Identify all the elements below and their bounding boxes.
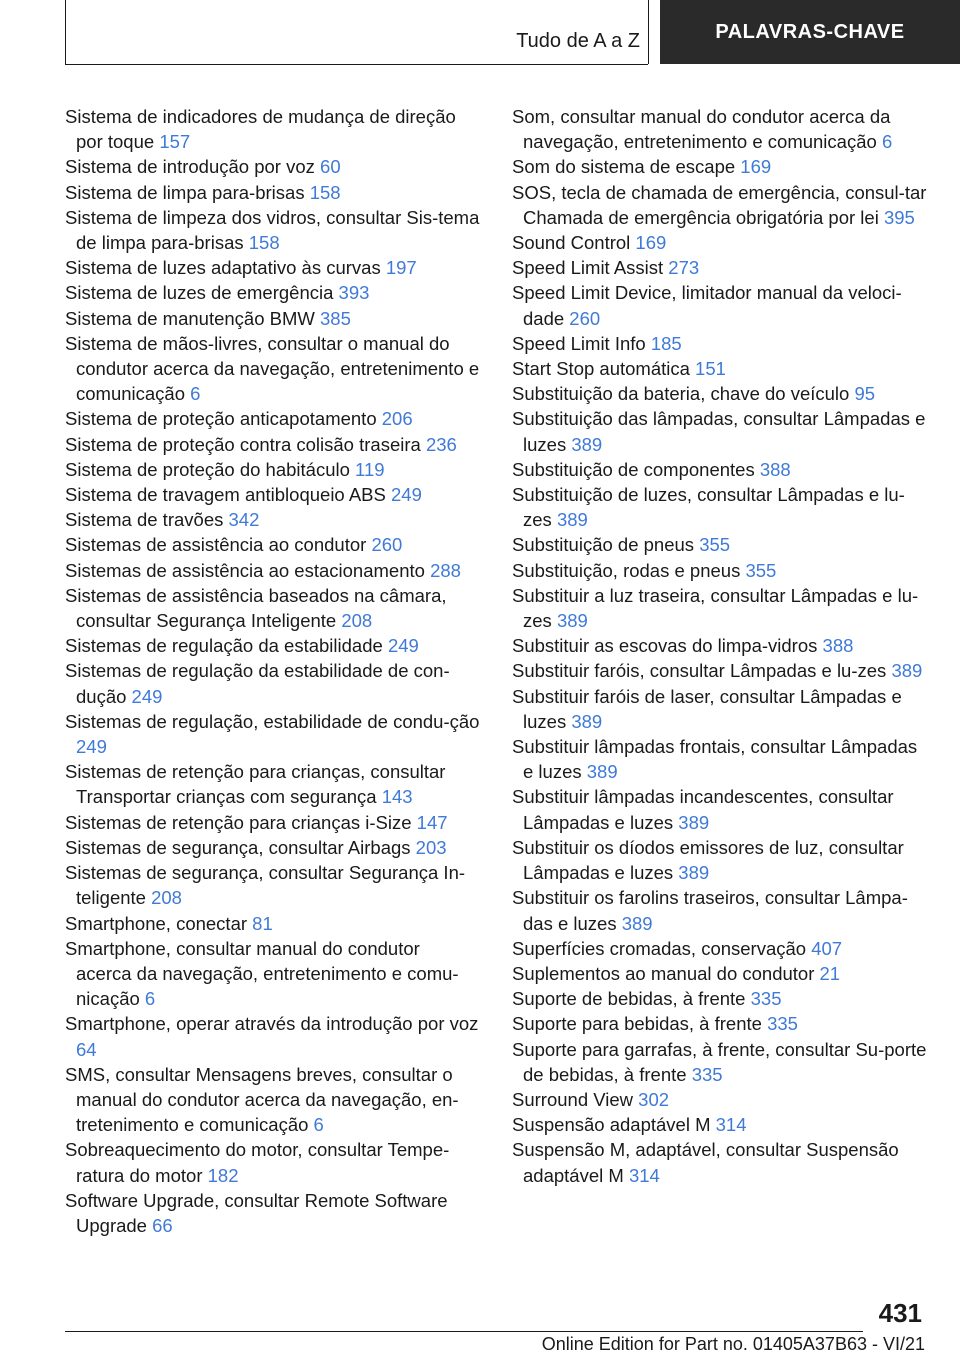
index-entry (65, 104, 480, 154)
index-term: Substituir faróis de laser, consultar Lâmpadas e luzes (512, 685, 902, 732)
index-entry (512, 936, 932, 961)
index-entry (65, 911, 480, 936)
index-page-link[interactable]: 389 (891, 660, 923, 682)
index-term: Software Upgrade, consultar Remote Software Upgrade (65, 1189, 448, 1236)
index-page-link[interactable]: 273 (668, 257, 700, 279)
index-page-link[interactable]: 203 (415, 836, 447, 858)
index-entry (512, 633, 932, 658)
page-number: 431 (878, 1298, 922, 1328)
index-term: Substituição de pneus (512, 534, 695, 556)
index-page-link[interactable]: 21 (819, 962, 841, 984)
index-entry (65, 936, 480, 1012)
index-term: Sistemas de retenção para crianças, consultar Transportar crianças com segurança (65, 761, 446, 808)
index-entry (65, 255, 480, 280)
index-term: Speed Limit Device, limitador manual da veloci-dade (512, 282, 902, 329)
index-page-link[interactable]: 355 (745, 559, 777, 581)
index-entry (65, 1062, 480, 1138)
index-entry (65, 280, 480, 305)
index-page-link[interactable]: 60 (320, 156, 341, 178)
index-term: Sistema de indicadores de mudança de direção por toque (65, 106, 456, 153)
index-term: Substituição das lâmpadas, consultar Lâmpadas e luzes (512, 408, 926, 455)
index-page-link[interactable]: 206 (381, 408, 413, 430)
index-entry (65, 759, 480, 809)
index-term: Speed Limit Info (512, 332, 646, 354)
index-entry (65, 457, 480, 482)
index-term: Start Stop automática (512, 358, 690, 380)
index-page-link[interactable]: 407 (811, 937, 843, 959)
index-entry (512, 784, 932, 834)
index-entry (65, 331, 480, 407)
index-term: Sistema de mãos-livres, consultar o manual do condutor acerca da navegação, entretenimento e comunicação (65, 332, 480, 405)
index-page-link[interactable]: 208 (341, 610, 373, 632)
index-column-right (512, 104, 932, 1188)
index-entry (512, 381, 932, 406)
index-page-link[interactable]: 185 (650, 332, 682, 354)
index-entry (512, 734, 932, 784)
index-term: Substituir as escovas do limpa-vidros (512, 635, 818, 657)
index-entry (65, 558, 480, 583)
index-entry (512, 482, 932, 532)
index-entry (512, 583, 932, 633)
index-term: Substituição de luzes, consultar Lâmpadas e lu-zes (512, 484, 905, 531)
index-entry (512, 1137, 932, 1187)
index-page-link[interactable]: 6 (144, 988, 156, 1010)
index-term: Suporte para bebidas, à frente (512, 1013, 762, 1035)
index-term: Sistemas de assistência ao condutor (65, 534, 367, 556)
index-entry (512, 885, 932, 935)
index-term: Sistema de luzes de emergência (65, 282, 334, 304)
index-term: Substituir os díodos emissores de luz, consultar Lâmpadas e luzes (512, 836, 904, 884)
index-page-link[interactable]: 169 (740, 156, 772, 178)
index-entry (512, 280, 932, 330)
index-entry (65, 1137, 480, 1187)
index-page-link[interactable]: 260 (569, 307, 601, 329)
index-term: Suspensão M, adaptável, consultar Suspensão adaptável M (512, 1139, 899, 1186)
index-term: Sistema de limpa para-brisas (65, 181, 305, 203)
index-term: Speed Limit Assist (512, 257, 664, 279)
index-page-link[interactable]: 249 (76, 736, 107, 758)
index-page-link[interactable]: 95 (854, 383, 876, 405)
index-entry (65, 658, 480, 708)
index-entry (65, 482, 480, 507)
index-term: Sobreaquecimento do motor, consultar Tempe-ratura do motor (65, 1139, 450, 1186)
index-page-link[interactable]: 157 (159, 131, 191, 153)
index-entry (512, 230, 932, 255)
index-term: Sound Control (512, 232, 631, 254)
index-entry (512, 986, 932, 1011)
index-entry (65, 507, 480, 532)
index-term: Sistemas de assistência baseados na câmara, consultar Segurança Inteligente (65, 584, 447, 632)
index-page-link[interactable]: 388 (822, 635, 854, 657)
index-term: Sistemas de regulação, estabilidade de condu-ção (65, 710, 480, 732)
index-page-link[interactable]: 260 (371, 534, 403, 556)
index-entry (512, 457, 932, 482)
index-page-link[interactable]: 81 (252, 912, 273, 934)
index-page-link[interactable]: 389 (571, 433, 603, 455)
index-page-link[interactable]: 389 (678, 862, 710, 884)
index-page-link[interactable]: 236 (425, 433, 457, 455)
index-page-link[interactable]: 389 (556, 509, 588, 531)
index-term: Smartphone, consultar manual do condutor acerca da navegação, entretenimento e comu-nicação (65, 937, 459, 1010)
index-page-link[interactable]: 302 (638, 1088, 670, 1110)
index-term: Sistema de introdução por voz (65, 156, 315, 178)
index-term: Substituição da bateria, chave do veículo (512, 383, 850, 405)
index-term: Sistema de travões (65, 509, 224, 531)
index-page-link[interactable]: 389 (571, 710, 603, 732)
index-term: Surround View (512, 1088, 634, 1110)
index-term: Sistema de travagem antibloqueio ABS (65, 484, 386, 506)
index-entry (65, 532, 480, 557)
index-term: Sistema de proteção do habitáculo (65, 458, 350, 480)
index-entry (512, 406, 932, 456)
index-page-link[interactable]: 249 (387, 635, 419, 657)
index-entry (65, 709, 480, 759)
index-term: Substituir lâmpadas incandescentes, consultar Lâmpadas e luzes (512, 786, 894, 833)
index-term: Som, consultar manual do condutor acerca da navegação, entretenimento e comunicação (512, 106, 891, 153)
index-entry (512, 154, 932, 179)
index-page-link[interactable]: 208 (151, 887, 182, 909)
index-page-link[interactable]: 119 (355, 458, 385, 480)
index-entry (512, 1087, 932, 1112)
index-term: Sistemas de segurança, consultar Segurança In-teligente (65, 862, 466, 909)
index-entry (512, 961, 932, 986)
index-entry (512, 356, 932, 381)
index-term: Substituir os farolins traseiros, consultar Lâmpa-das e luzes (512, 887, 908, 934)
index-term: Suspensão adaptável M (512, 1114, 711, 1136)
footer-edition-text: Online Edition for Part no. 01405A37B63 - VI/21 (541, 1334, 925, 1354)
index-page-link[interactable]: 335 (691, 1063, 723, 1085)
index-page-link[interactable]: 314 (715, 1114, 747, 1136)
index-term: Sistemas de retenção para crianças i-Size (65, 811, 412, 833)
index-page-link[interactable]: 314 (628, 1164, 660, 1186)
index-term: Sistema de limpeza dos vidros, consultar Sis-tema de limpa para-brisas (65, 206, 480, 254)
index-term: Suporte de bebidas, à frente (512, 988, 746, 1010)
index-entry (512, 684, 932, 734)
index-page-link[interactable]: 389 (556, 610, 588, 632)
index-entry (65, 633, 480, 658)
index-term: Sistemas de assistência ao estacionamento (65, 559, 425, 581)
chapter-tab: PALAVRAS-CHAVE (660, 0, 960, 64)
index-term: Superfícies cromadas, conservação (512, 937, 807, 959)
index-page-link[interactable]: 388 (759, 458, 791, 480)
index-term: Sistemas de regulação da estabilidade de con-dução (65, 660, 450, 707)
index-term: Sistema de manutenção BMW (65, 307, 315, 329)
index-term: Sistemas de regulação da estabilidade (65, 635, 383, 657)
index-page-link[interactable]: 355 (699, 534, 731, 556)
index-page-link[interactable]: 395 (883, 206, 915, 228)
index-term: Sistema de proteção anticapotamento (65, 408, 377, 430)
index-page-link[interactable]: 335 (750, 988, 782, 1010)
section-title: Tudo de A a Z (516, 30, 640, 52)
index-entry (512, 532, 932, 557)
index-term: Som do sistema de escape (512, 156, 736, 178)
index-page-link[interactable]: 249 (391, 484, 422, 506)
index-page-link[interactable]: 64 (76, 1038, 97, 1060)
index-entry (65, 810, 480, 835)
index-page-link[interactable]: 147 (416, 811, 448, 833)
index-page-link[interactable]: 389 (621, 912, 653, 934)
index-page-link[interactable]: 6 (881, 131, 893, 153)
header-bottom-rule (65, 64, 648, 65)
index-entry (65, 306, 480, 331)
index-page-link[interactable]: 197 (385, 257, 417, 279)
index-term: SMS, consultar Mensagens breves, consultar o manual do condutor acerca da navegação, en-tretenimento e comunicação (65, 1063, 459, 1136)
index-term: SOS, tecla de chamada de emergência, consul-tar Chamada de emergência obrigatória por lei (512, 181, 927, 228)
index-page-link[interactable]: 6 (190, 383, 201, 405)
index-term: Suporte para garrafas, à frente, consultar Su-porte de bebidas, à frente (512, 1038, 927, 1085)
index-page-link[interactable]: 393 (338, 282, 370, 304)
index-term: Smartphone, conectar (65, 912, 248, 934)
index-entry (512, 1037, 932, 1087)
index-term: Sistema de proteção contra colisão traseira (65, 433, 421, 455)
index-term: Sistemas de segurança, consultar Airbags (65, 836, 411, 858)
index-page-link[interactable]: 389 (678, 811, 710, 833)
index-page-link[interactable]: 151 (695, 358, 726, 380)
index-entry (65, 835, 480, 860)
index-page-link[interactable]: 182 (207, 1164, 239, 1186)
index-page-link[interactable]: 335 (767, 1013, 798, 1035)
index-page-link[interactable]: 342 (228, 509, 260, 531)
index-page-link[interactable]: 288 (430, 559, 461, 581)
index-entry (512, 835, 932, 885)
index-term: Substituir faróis, consultar Lâmpadas e lu-zes (512, 660, 887, 682)
index-page-link[interactable]: 158 (248, 232, 280, 254)
index-page-link[interactable]: 249 (131, 685, 163, 707)
index-entry (65, 180, 480, 205)
index-entry (65, 1011, 480, 1061)
index-term: Substituir lâmpadas frontais, consultar Lâmpadas e luzes (512, 736, 918, 783)
index-term: Substituir a luz traseira, consultar Lâmpadas e lu-zes (512, 584, 919, 632)
index-term: Substituição, rodas e pneus (512, 559, 741, 581)
header-divider (648, 0, 649, 64)
index-entry (65, 583, 480, 633)
footer-rule (65, 1331, 863, 1332)
index-entry (512, 180, 932, 230)
index-page-link[interactable]: 385 (320, 307, 351, 329)
index-entry (65, 154, 480, 179)
index-entry (512, 331, 932, 356)
index-entry (512, 1011, 932, 1036)
index-term: Substituição de componentes (512, 458, 755, 480)
index-term: Smartphone, operar através da introdução por voz (65, 1013, 479, 1035)
index-entry (512, 255, 932, 280)
index-term: Sistema de luzes adaptativo às curvas (65, 257, 381, 279)
index-page-link[interactable]: 158 (309, 181, 341, 203)
index-entry (65, 205, 480, 255)
index-page-link[interactable]: 143 (381, 786, 413, 808)
index-entry (512, 558, 932, 583)
index-entry (65, 860, 480, 910)
index-entry (512, 104, 932, 154)
index-entry (512, 658, 932, 683)
index-entry (65, 432, 480, 457)
index-entry (512, 1112, 932, 1137)
header-left-rule (65, 0, 66, 64)
index-term: Suplementos ao manual do condutor (512, 962, 815, 984)
index-page-link[interactable]: 169 (635, 232, 667, 254)
index-page-link[interactable]: 389 (586, 761, 618, 783)
index-entry (65, 1188, 480, 1238)
index-column-left (65, 104, 480, 1238)
index-page-link[interactable]: 6 (313, 1114, 324, 1136)
index-page-link[interactable]: 66 (152, 1214, 173, 1236)
index-entry (65, 406, 480, 431)
